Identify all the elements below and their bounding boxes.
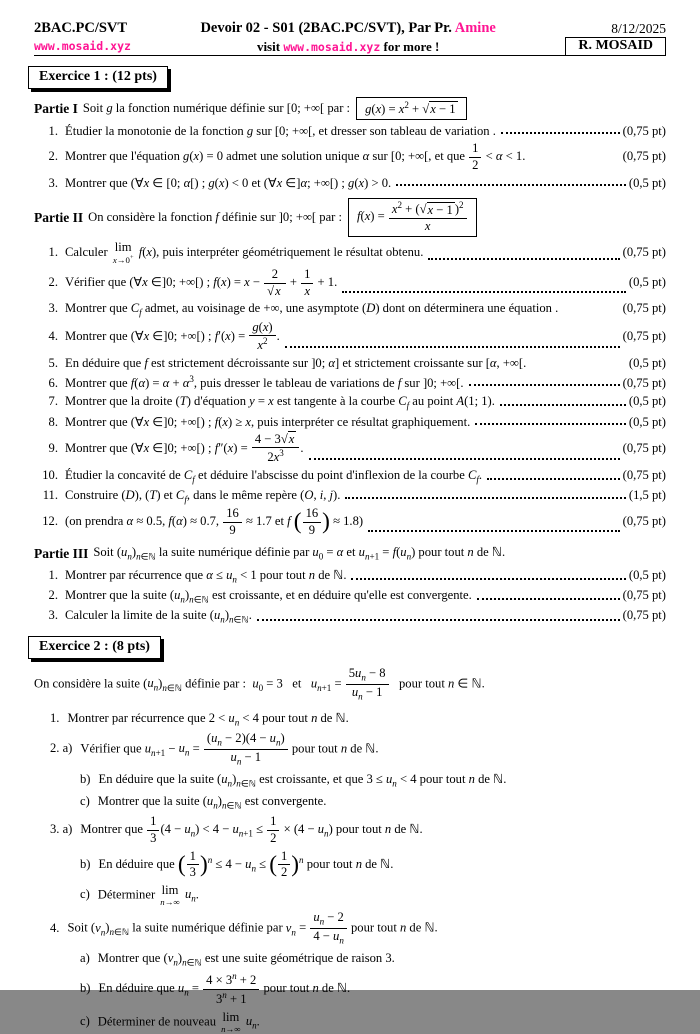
question-number: 7.: [48, 394, 58, 409]
points-badge: (0,5 pt): [628, 394, 666, 409]
question-text: Montrer que la droite (T) d'équation y = x est tangente à la courbe $C_f$ au point A(1; 1).: [65, 394, 495, 411]
question-number: b): [80, 772, 91, 787]
question-number: b): [80, 981, 91, 996]
points-badge: (0,75 pt): [622, 608, 666, 623]
dotted-leader: [477, 598, 620, 600]
points-badge: (0,5 pt): [628, 356, 666, 371]
question-text: Déterminer lim n→∞ $u_n$.: [97, 882, 199, 908]
question-row: [34, 374, 666, 391]
part1-intro: Soit g la fonction numérique définie sur [0; +∞[ par :: [82, 101, 351, 116]
question-row: [34, 567, 666, 585]
question-text: Soit $(v_n)_{n\in ℕ}$ la suite numérique définie par $v_n$ = $\frac{u_n - 2}{4 - u_n}$ pour tout n de ℕ.: [67, 910, 438, 946]
header-right: [565, 21, 666, 55]
question-row: [34, 175, 666, 191]
dotted-leader: [285, 346, 620, 348]
question-number: 1.: [48, 567, 58, 582]
question-number: 3. a): [50, 822, 73, 837]
visit-label: visit: [256, 39, 281, 54]
question-row: [34, 241, 666, 265]
visit-line: [257, 39, 439, 55]
question-text: Déterminer de nouveau lim n→∞ $u_n$.: [97, 1009, 260, 1034]
question-row: [80, 951, 666, 969]
question-row: [80, 884, 666, 907]
course-label: 2BAC.PC/SVT: [34, 20, 128, 36]
dotted-leader: [500, 404, 626, 406]
question-number: 6.: [48, 376, 58, 391]
question-number: 10.: [42, 468, 58, 483]
question-number: c): [80, 793, 90, 808]
doc-title: Devoir 02 - S01 (2BAC.PC/SVT), Par Pr.: [200, 20, 452, 36]
points-badge: (0,75 pt): [622, 514, 666, 529]
question-text: Calculer lim x→0+ f(x), puis interpréter géométriquement le résultat obtenu.: [65, 239, 424, 266]
points-badge: (0,75 pt): [622, 440, 666, 455]
points-badge: (0,75 pt): [622, 149, 666, 164]
author-box: R. MOSAID: [565, 37, 666, 56]
part1-label: Partie I: [34, 100, 78, 116]
dotted-leader: [396, 184, 626, 186]
part2-intro: On considère la fonction f définie sur ]0; +∞[ par :: [88, 210, 342, 225]
question-text: En déduire que ( $\frac{1}{3}$ )$^n \le 4 - u_n$ ≤ ( $\frac{1}{2}$ )$^n$ pour tout n de ℕ.: [98, 848, 394, 880]
question-number: 3.: [48, 301, 58, 316]
points-badge: (0,5 pt): [628, 414, 666, 429]
question-number: 12.: [42, 514, 58, 529]
question-number: 2. a): [50, 741, 73, 756]
part3-label: Partie III: [34, 545, 89, 561]
dotted-leader: [351, 578, 625, 580]
question-row: [34, 321, 666, 353]
question-number: 2.: [48, 149, 58, 164]
question-text: En déduire que $u_n$ = $\frac{4 \times 3^n + 2}{3^n + 1}$ pour tout n de ℕ.: [98, 971, 351, 1007]
question-text: Étudier la monotonie de la fonction g sur [0; +∞[, et dresser son tableau de variation .: [65, 124, 496, 139]
question-row: [34, 268, 666, 298]
question-row: [50, 911, 666, 947]
exercise1-title-wrap: [28, 66, 666, 89]
exercise2-title-wrap: [28, 636, 666, 659]
part3-heading: [34, 544, 666, 563]
question-row: [80, 771, 666, 790]
question-row: [80, 972, 666, 1007]
question-text: Construire (D), (T) et $C_f$, dans le même repère (O, i, j).: [65, 487, 341, 505]
question-row: [80, 1011, 666, 1034]
points-badge: (0,5 pt): [628, 567, 666, 582]
dotted-leader: [501, 132, 620, 134]
question-number: 2.: [48, 275, 58, 290]
question-text: Montrer que la suite $(u_n)_{n\in ℕ}$ est convergente.: [97, 793, 327, 811]
question-number: 5.: [48, 356, 58, 371]
site-link[interactable]: www.mosaid.xyz: [34, 39, 131, 53]
date-label: 8/12/2025: [611, 21, 666, 37]
question-row: [50, 815, 666, 845]
question-text: Montrer que $C_f$ admet, au voisinage de +∞, une asymptote (D) dont on déterminera une équation .: [65, 301, 559, 318]
exercise2-title: Exercice 2 : (8 pts): [28, 636, 161, 659]
question-row: [50, 710, 666, 728]
exercise1-title: Exercice 1 : (12 pts): [28, 66, 168, 89]
dotted-leader: [428, 258, 619, 260]
question-text: Vérifier que (∀x ∈]0; +∞[) ; f(x) = x − $\frac{2}{√x}$ + $\frac{1}{x}$ + 1.: [65, 267, 338, 298]
question-number: 1.: [48, 244, 58, 259]
points-badge: (0,75 pt): [622, 468, 666, 483]
question-text: Montrer que la suite $(u_n)_{n\in ℕ}$ est croissante, et en déduire qu'elle est convergente.: [65, 587, 472, 605]
header-center: [131, 20, 565, 55]
question-number: 4.: [50, 920, 60, 935]
question-row: [34, 468, 666, 485]
dotted-leader: [487, 478, 620, 480]
question-text: En déduire que la suite $(u_n)_{n\in ℕ}$ est croissante, et que $3 \le u_n < 4$ pour tout n de ℕ.: [98, 772, 507, 789]
question-number: a): [80, 950, 90, 965]
question-text: Montrer que (∀x ∈]0; +∞[) ; f(x) ≥ x, puis interpréter ce résultat graphiquement.: [65, 414, 471, 429]
visit-more-label: for more !: [383, 39, 440, 54]
question-row: [34, 507, 666, 537]
dotted-leader: [469, 384, 620, 386]
question-row: [34, 301, 666, 318]
part2-label: Partie II: [34, 209, 84, 225]
points-badge: (0,75 pt): [622, 376, 666, 391]
question-row: [34, 142, 666, 172]
question-text: Montrer par récurrence que $2 < u_n < 4$ pour tout n de ℕ.: [67, 711, 349, 728]
question-number: 9.: [48, 440, 58, 455]
dotted-leader: [368, 530, 620, 532]
question-text: Montrer par récurrence que $\alpha \le u_n < 1$ pour tout n de ℕ.: [65, 567, 347, 585]
question-number: 3.: [48, 608, 58, 623]
question-text: Étudier la concavité de $C_f$ et déduire l'abscisse du point d'inflexion de la courbe $C_f$.: [65, 468, 483, 485]
question-text: Montrer que (∀x ∈]0; +∞[) ; f″(x) = $\frac{4 - 3√x}{2x^3}$ .: [65, 431, 304, 465]
question-row: [80, 850, 666, 880]
part3-intro: Soit $(u_n)_{n\in ℕ}$ la suite numérique définie par $u_0 = \alpha$ et $u_{n+1} = f(u_n)$ pour tout n de ℕ.: [93, 545, 506, 562]
formula-box-g: $g(x) = x^2 + √x - 1$: [356, 97, 466, 120]
points-badge: (0,75 pt): [622, 328, 666, 343]
question-row: [34, 588, 666, 606]
question-row: [34, 124, 666, 139]
question-number: 1.: [48, 124, 58, 139]
dotted-leader: [257, 619, 620, 621]
header-left: [34, 20, 131, 55]
question-number: b): [80, 856, 91, 871]
points-badge: (0,5 pt): [628, 176, 666, 191]
points-badge: (0,5 pt): [628, 275, 666, 290]
question-text: Montrer que (∀x ∈ [0; α[) ; g(x) < 0 et (∀x ∈]α; +∞[) ; g(x) > 0.: [65, 176, 392, 191]
points-badge: (1,5 pt): [628, 487, 666, 502]
question-text: Montrer que (∀x ∈]0; +∞[) ; f′(x) = $\frac{g(x)}{x^2}$ .: [65, 319, 280, 353]
question-text: En déduire que f est strictement décroissante sur ]0; α] et strictement croissante sur [α, +∞[.: [65, 356, 527, 371]
dotted-leader: [309, 458, 620, 460]
question-text: Montrer que $f(\alpha) = \alpha + \alpha^3$, puis dresser le tableau de variations de f sur ]0; +∞[.: [65, 374, 464, 391]
formula-box-f: f(x) = $\frac{x^2 + (√x - 1 )^2}{x}$: [348, 198, 477, 236]
question-row: [34, 608, 666, 626]
points-badge: (0,75 pt): [622, 124, 666, 139]
question-number: c): [80, 1014, 90, 1029]
question-text: Montrer que l'équation g(x) = 0 admet une solution unique α sur [0; +∞[, et que $\frac{1}{2}$ < α < 1.: [65, 141, 526, 172]
question-number: 8.: [48, 414, 58, 429]
question-number: 3.: [48, 176, 58, 191]
question-text: Vérifier que $u_{n+1} - u_n$ = $\frac{(u_n - 2)(4 - u_n)}{u_n - 1}$ pour tout n de ℕ.: [80, 730, 379, 767]
page-header: [34, 20, 666, 56]
question-text: Calculer la limite de la suite $(u_n)_{n\in ℕ}$.: [65, 608, 252, 625]
question-text: Montrer que $(v_n)_{n\in ℕ}$ est une suite géométrique de raison 3.: [97, 950, 395, 968]
question-text: Montrer que $\frac{1}{3}$ $(4 - u_n) < 4 - u_{n+1}$ ≤ $\frac{1}{2}$ × $(4 - u_n)$ pour tout n de ℕ.: [80, 814, 423, 845]
points-badge: (0,75 pt): [622, 244, 666, 259]
question-row: [80, 794, 666, 812]
question-row: [34, 356, 666, 371]
points-badge: (0,75 pt): [622, 587, 666, 602]
question-number: 1.: [50, 711, 60, 726]
teacher-name: Amine: [454, 20, 496, 36]
dotted-leader: [342, 291, 626, 293]
question-number: c): [80, 887, 90, 902]
dotted-leader: [345, 497, 626, 499]
visit-url-link[interactable]: www.mosaid.xyz: [283, 40, 381, 54]
doc-title-line: [200, 20, 495, 37]
part2-heading: [34, 198, 666, 236]
part1-heading: [34, 97, 666, 120]
question-number: 11.: [42, 487, 58, 502]
question-row: [34, 488, 666, 505]
dotted-leader: [475, 423, 626, 425]
question-row: [34, 414, 666, 430]
question-number: 2.: [48, 587, 58, 602]
question-row: [50, 732, 666, 768]
question-text: (on prendra α ≈ 0.5, f(α) ≈ 0.7, $\frac{16}{9}$ ≈ 1.7 et f ( $\frac{16}{9}$ ) ≈ 1.8): [65, 506, 364, 537]
points-badge: (0,75 pt): [622, 301, 666, 316]
question-number: 4.: [48, 328, 58, 343]
question-row: [34, 394, 666, 411]
exercise2-intro: On considère la suite $(u_n)_{n\in ℕ}$ définie par : $u_0 = 3$ et $u_{n+1}$ = $\frac{5u_n - 8}{u_n - 1}$ pour tout n ∈ ℕ.: [34, 665, 485, 702]
question-row: [34, 433, 666, 465]
